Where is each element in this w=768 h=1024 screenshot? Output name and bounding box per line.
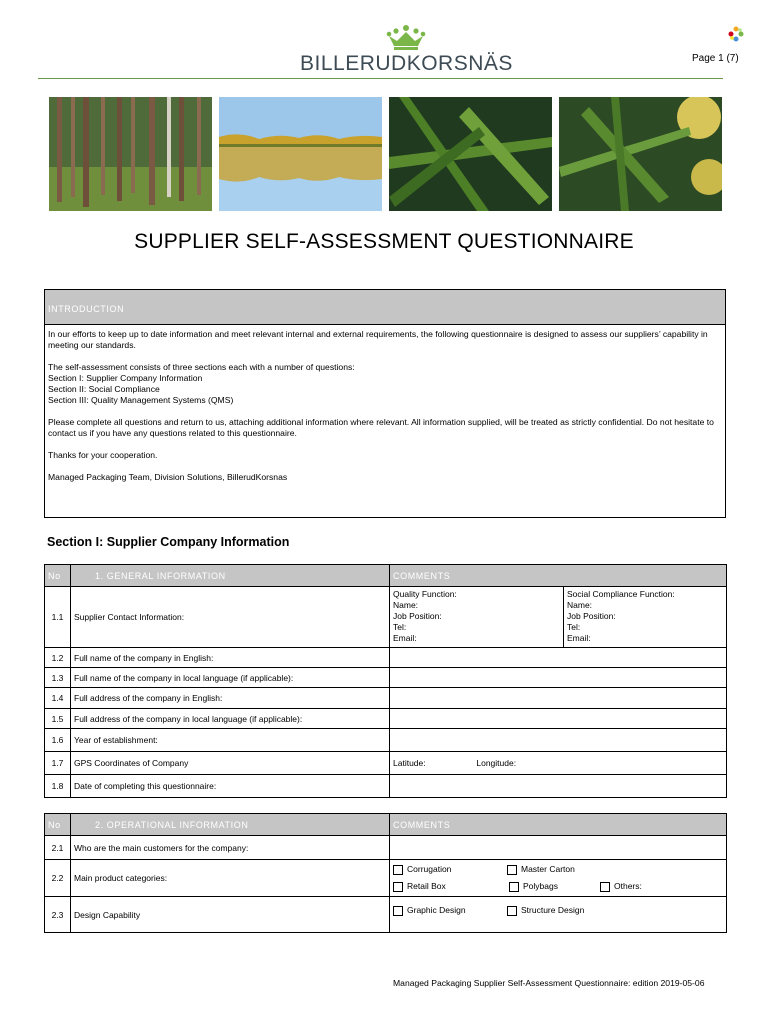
column-header-question: 2. OPERATIONAL INFORMATION (71, 814, 390, 836)
table-row: 1.4 Full address of the company in English: (45, 688, 727, 709)
table-row: 1.3 Full name of the company in local language (if applicable): (45, 668, 727, 688)
table-row: 1.2 Full name of the company in English: (45, 648, 727, 668)
introduction-body (45, 325, 725, 498)
option-master-carton[interactable]: Master Carton (507, 861, 575, 878)
option-corrugation[interactable]: Corrugation (393, 861, 507, 878)
company-logo (300, 24, 512, 78)
crown-icon (386, 24, 426, 50)
checkbox[interactable] (393, 865, 403, 875)
checkbox[interactable] (600, 882, 610, 892)
checkbox[interactable] (507, 865, 517, 875)
checkbox[interactable] (507, 906, 517, 916)
table-row: 1.1 Supplier Contact Information: Quality Function: Name: Job Position: Tel: Email: Social Compliance Function: Name: Job Position: Tel: Email: (45, 587, 727, 648)
intro-paragraph: In our efforts to keep up to date information and meet relevant internal and external requirements, the following questionnaire is designed to assess our suppliers’ capability in meeting our standards. (48, 329, 708, 350)
answer-field[interactable] (390, 709, 727, 729)
lake-photo (219, 97, 382, 211)
introduction-box (44, 289, 726, 518)
column-header-comments: COMMENTS (390, 814, 727, 836)
pine-photo (559, 97, 722, 211)
option-graphic-design[interactable]: Graphic Design (393, 905, 507, 916)
operational-information-table (44, 813, 727, 933)
checkbox[interactable] (509, 882, 519, 892)
intro-thanks: Thanks for your cooperation. (48, 450, 158, 460)
brand-name: BILLERUDKORSNÄS (300, 52, 513, 75)
table-row: 2.2 Main product categories: Corrugation Master Carton Retail Box Polybags Others: (45, 860, 727, 897)
page-footer: Managed Packaging Supplier Self-Assessment Questionnaire: edition 2019-05-06 (393, 978, 705, 988)
pinwheel-icon (728, 26, 744, 42)
option-others[interactable]: Others: (600, 878, 642, 895)
intro-paragraph: Please complete all questions and return to us, attaching additional information where relevant. All information supplied, will be treated as strictly confidential. Do not hesitate to contact us if you have any questions related to this questionnaire. (48, 417, 714, 438)
answer-field[interactable] (390, 648, 727, 668)
checkbox[interactable] (393, 906, 403, 916)
product-categories-options (390, 860, 727, 897)
table-header-row (45, 814, 727, 836)
gps-field[interactable] (390, 752, 727, 775)
table-row: 1.6 Year of establishment: (45, 729, 727, 752)
column-header-question: 1. GENERAL INFORMATION (71, 565, 390, 587)
answer-field[interactable] (390, 729, 727, 752)
answer-field[interactable] (390, 775, 727, 798)
document-title: SUPPLIER SELF-ASSESSMENT QUESTIONNAIRE (134, 230, 634, 253)
checkbox[interactable] (393, 882, 403, 892)
table-row: 2.3 Design Capability Graphic Design Structure Design (45, 897, 727, 933)
column-header-comments: COMMENTS (390, 565, 727, 587)
header-divider (38, 78, 723, 79)
intro-sections: The self-assessment consists of three sections each with a number of questions: Section I: Supplier Company Information Section II: Social Compliance Section III: Quality Management Systems (QMS) (48, 362, 355, 405)
latitude-label: Latitude: (393, 758, 426, 768)
general-information-table (44, 564, 727, 798)
answer-field[interactable] (390, 668, 727, 688)
social-compliance-field[interactable]: Social Compliance Function: Name: Job Position: Tel: Email: (564, 587, 727, 648)
table-row: 2.1 Who are the main customers for the company: (45, 836, 727, 860)
column-header-no: No (45, 814, 71, 836)
answer-field[interactable] (390, 688, 727, 709)
option-polybags[interactable]: Polybags (509, 878, 600, 895)
longitude-label: Longitude: (476, 758, 517, 768)
design-capability-options (390, 897, 727, 933)
page-number: Page 1 (7) (692, 53, 739, 64)
column-header-no: No (45, 565, 71, 587)
table-row: 1.8 Date of completing this questionnaire: (45, 775, 727, 798)
option-structure-design[interactable]: Structure Design (507, 905, 584, 916)
intro-signature: Managed Packaging Team, Division Solutions, BillerudKorsnas (48, 472, 288, 482)
introduction-heading: INTRODUCTION (45, 290, 725, 325)
forest-photo (49, 97, 212, 211)
spruce-photo (389, 97, 552, 211)
section-title: Section I: Supplier Company Information (47, 535, 290, 549)
answer-field[interactable] (390, 836, 727, 860)
table-row: 1.7 GPS Coordinates of Company Latitude: Longitude: (45, 752, 727, 775)
table-row: 1.5 Full address of the company in local language (if applicable): (45, 709, 727, 729)
quality-function-field[interactable]: Quality Function: Name: Job Position: Tel: Email: (390, 587, 564, 648)
option-retail-box[interactable]: Retail Box (393, 878, 509, 895)
table-header-row (45, 565, 727, 587)
